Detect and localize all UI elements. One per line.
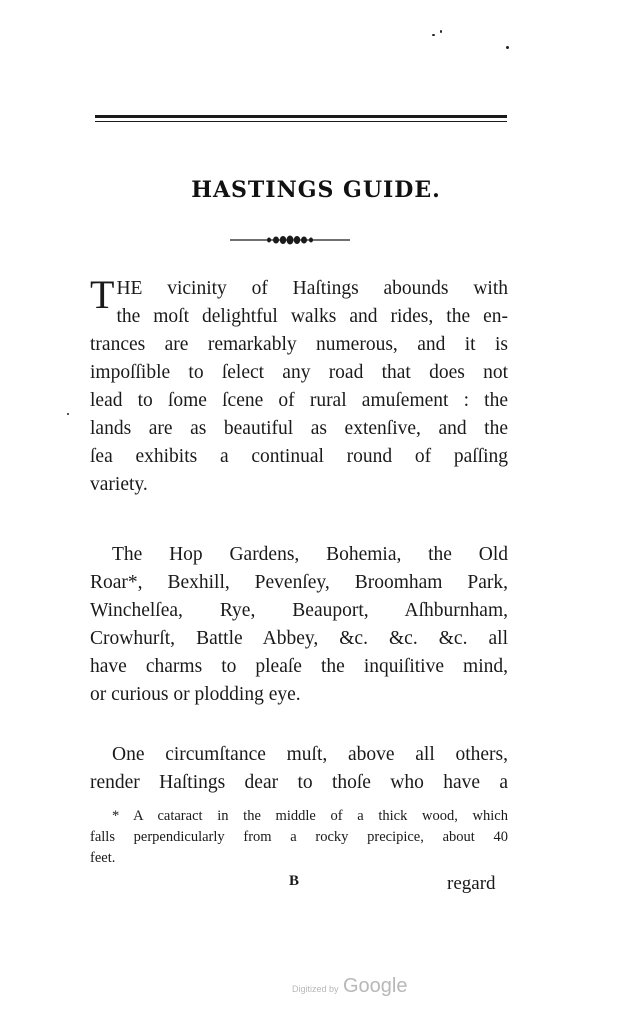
catchword: regard: [447, 873, 496, 894]
paragraph-3: [90, 741, 508, 797]
paragraph-1-line: the moſt delightful walks and rides, the en-: [116, 306, 508, 327]
paragraph-2-line: Winchelſea, Rye, Beauport, Aſhburnham,: [90, 600, 508, 621]
ornament-divider: [230, 232, 350, 248]
paragraph-1: [90, 272, 508, 499]
header-double-rule-thin: [95, 121, 507, 122]
digitized-watermark: [292, 975, 407, 998]
page-title: HASTINGS GUIDE.: [191, 177, 441, 203]
paragraph-2-line: have charms to pleaſe the inquiſitive mind,: [90, 656, 508, 677]
footnote-line: falls perpendicularly from a rocky precipice, about 40: [90, 829, 508, 845]
scan-speck: [432, 34, 435, 36]
scan-speck: [67, 413, 69, 415]
paragraph-1-line: ſea exhibits a continual round of paſſing: [90, 446, 508, 467]
footnote-line: feet.: [90, 850, 116, 866]
paragraph-2-line: Roar*, Bexhill, Pevenſey, Broomham Park,: [90, 572, 508, 593]
paragraph-1-line: trances are remarkably numerous, and it is: [90, 334, 508, 355]
paragraph-2-line: Crowhurſt, Battle Abbey, &c. &c. &c. all: [90, 628, 508, 649]
scan-speck: [440, 30, 442, 33]
signature-mark: B: [289, 873, 300, 889]
paragraph-1-line: impoſſible to ſelect any road that does not: [90, 362, 508, 383]
footnote-line: * A cataract in the middle of a thick wood, which: [112, 808, 508, 824]
header-double-rule-thick: [95, 115, 507, 118]
paragraph-2: [90, 541, 508, 709]
paragraph-2-line: or curious or plodding eye.: [90, 684, 301, 705]
watermark-prefix: Digitized by: [292, 984, 339, 994]
paragraph-1-line: lead to ſome ſcene of rural amuſement : the: [90, 390, 508, 411]
paragraph-1-line: lands are as beautiful as extenſive, and the: [90, 418, 508, 439]
paragraph-3-line: render Haſtings dear to thoſe who have a: [90, 772, 508, 793]
paragraph-1-line: variety.: [90, 474, 148, 495]
paragraph-2-line: The Hop Gardens, Bohemia, the Old: [112, 544, 508, 565]
paragraph-3-line: One circumſtance muſt, above all others,: [112, 744, 508, 765]
dropcap: T: [90, 272, 115, 317]
text-line: HE vicinity of Haſtings abounds with: [116, 278, 508, 299]
footnote: [90, 806, 508, 869]
scan-speck: [506, 46, 509, 49]
watermark-brand-logo: Google: [342, 975, 408, 997]
